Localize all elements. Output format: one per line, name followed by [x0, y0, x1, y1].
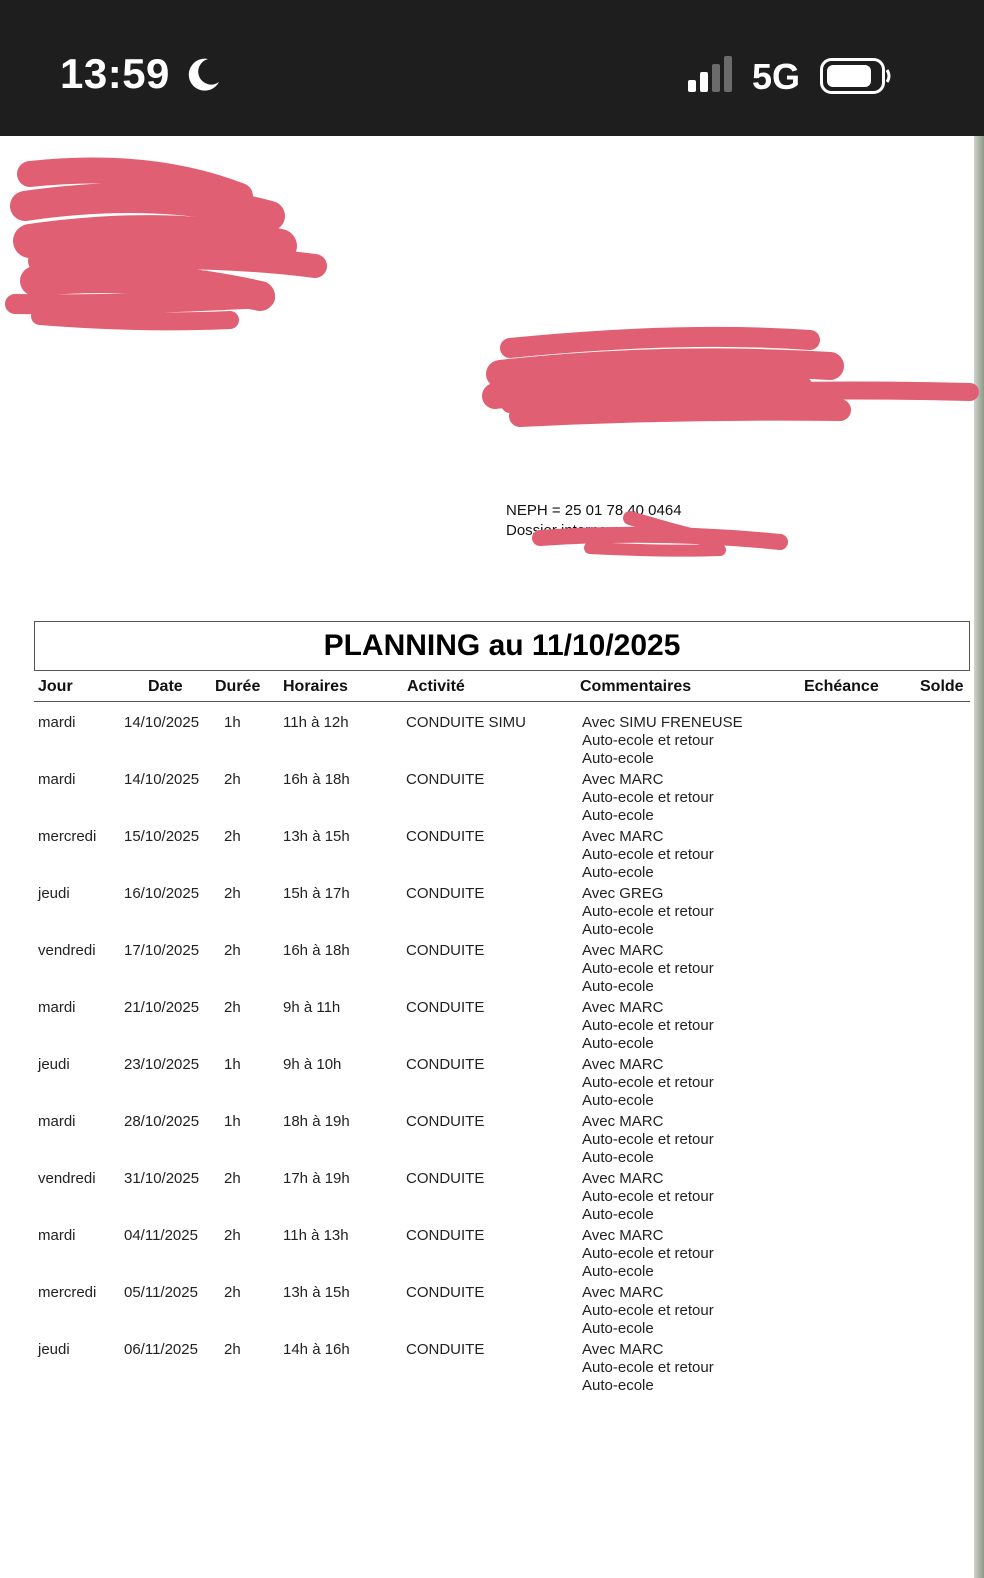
table-row — [34, 1215, 970, 1280]
header-date: Date — [148, 678, 183, 695]
comment-line: Auto-ecole — [582, 807, 654, 824]
cell-horaires: 9h à 10h — [283, 1056, 342, 1073]
comment-line: Auto-ecole — [582, 1263, 654, 1280]
header-echeance: Echéance — [804, 678, 879, 695]
header-duree: Durée — [215, 678, 261, 695]
comment-line: Avec MARC — [582, 771, 664, 788]
cell-jour: jeudi — [38, 1341, 70, 1358]
cell-activite: CONDUITE — [406, 828, 485, 845]
comment-line: Avec MARC — [582, 828, 664, 845]
comment-line: Avec SIMU FRENEUSE — [582, 714, 743, 731]
table-row — [34, 1044, 970, 1109]
planning-title: PLANNING au 11/10/2025 — [323, 629, 681, 662]
comment-line: Auto-ecole et retour — [582, 1245, 714, 1262]
table-row — [34, 759, 970, 824]
battery-icon — [820, 58, 892, 94]
cell-jour: mardi — [38, 714, 76, 731]
status-time: 13:59 — [60, 50, 170, 97]
neph-number: NEPH = 25 01 78 40 0464 — [506, 502, 682, 519]
table-row — [34, 702, 970, 767]
status-bar — [0, 0, 984, 136]
cell-date: 23/10/2025 — [124, 1056, 200, 1073]
table-row — [34, 816, 970, 881]
header-solde: Solde — [920, 678, 964, 695]
planning-table — [34, 676, 970, 1394]
cell-duree: 1h — [224, 1113, 241, 1130]
cell-date: 15/10/2025 — [124, 828, 200, 845]
comment-line: Auto-ecole — [582, 1092, 654, 1109]
cell-activite: CONDUITE — [406, 885, 485, 902]
comment-line: Auto-ecole et retour — [582, 1074, 714, 1091]
header-horaires: Horaires — [283, 678, 348, 695]
planning-title-box — [34, 621, 970, 671]
comment-line: Auto-ecole et retour — [582, 1359, 714, 1376]
comment-line: Avec MARC — [582, 1170, 664, 1187]
cell-duree: 2h — [224, 1170, 241, 1187]
cell-activite: CONDUITE — [406, 771, 485, 788]
cell-date: 05/11/2025 — [124, 1284, 198, 1301]
cell-date: 28/10/2025 — [124, 1113, 200, 1130]
redaction-mark — [530, 510, 800, 560]
comment-line: Avec MARC — [582, 942, 664, 959]
comment-line: Auto-ecole et retour — [582, 1017, 714, 1034]
comment-line: Auto-ecole — [582, 1035, 654, 1052]
cell-activite: CONDUITE — [406, 942, 485, 959]
comment-line: Auto-ecole et retour — [582, 732, 714, 749]
comment-line: Auto-ecole — [582, 1206, 654, 1223]
table-row — [34, 873, 970, 938]
cell-jour: mardi — [38, 999, 76, 1016]
cell-horaires: 17h à 19h — [283, 1170, 350, 1187]
cell-activite: CONDUITE — [406, 1284, 485, 1301]
cell-activite: CONDUITE — [406, 1113, 485, 1130]
cell-date: 17/10/2025 — [124, 942, 200, 959]
cell-horaires: 9h à 11h — [283, 999, 341, 1016]
comment-line: Auto-ecole et retour — [582, 789, 714, 806]
comment-line: Auto-ecole et retour — [582, 846, 714, 863]
comment-line: Auto-ecole — [582, 750, 654, 767]
cell-date: 14/10/2025 — [124, 771, 200, 788]
comment-line: Auto-ecole — [582, 864, 654, 881]
cell-duree: 1h — [224, 1056, 241, 1073]
table-body — [34, 702, 970, 1394]
comment-line: Auto-ecole — [582, 1149, 654, 1166]
comment-line: Avec MARC — [582, 999, 664, 1016]
cell-activite: CONDUITE — [406, 999, 485, 1016]
cell-jour: jeudi — [38, 1056, 70, 1073]
table-row — [34, 1101, 970, 1166]
header-jour: Jour — [38, 678, 73, 695]
network-type: 5G — [752, 56, 801, 97]
comment-line: Avec MARC — [582, 1113, 664, 1130]
moon-icon — [184, 56, 222, 94]
comment-line: Avec GREG — [582, 885, 664, 902]
table-row — [34, 1158, 970, 1223]
table-row — [34, 1329, 970, 1394]
signal-icon — [688, 56, 736, 92]
cell-jour: mercredi — [38, 828, 97, 845]
comment-line: Avec MARC — [582, 1341, 664, 1358]
cell-horaires: 15h à 17h — [283, 885, 350, 902]
cell-date: 04/11/2025 — [124, 1227, 198, 1244]
cell-activite: CONDUITE — [406, 1170, 485, 1187]
comment-line: Auto-ecole — [582, 978, 654, 995]
cell-date: 14/10/2025 — [124, 714, 200, 731]
cell-duree: 2h — [224, 828, 241, 845]
comment-line: Auto-ecole — [582, 1320, 654, 1337]
cell-duree: 2h — [224, 942, 241, 959]
cell-activite: CONDUITE — [406, 1056, 485, 1073]
redaction-mark — [480, 326, 980, 436]
header-commentaires: Commentaires — [580, 678, 692, 695]
comment-line: Auto-ecole et retour — [582, 1188, 714, 1205]
cell-horaires: 16h à 18h — [283, 771, 350, 788]
cell-jour: mardi — [38, 771, 76, 788]
table-row — [34, 987, 970, 1052]
comment-line: Avec MARC — [582, 1056, 664, 1073]
cell-jour: vendredi — [38, 1170, 96, 1187]
cell-jour: mardi — [38, 1113, 76, 1130]
comment-line: Auto-ecole et retour — [582, 1131, 714, 1148]
redaction-mark — [0, 156, 330, 336]
cell-duree: 2h — [224, 885, 241, 902]
cell-date: 06/11/2025 — [124, 1341, 198, 1358]
comment-line: Auto-ecole et retour — [582, 1302, 714, 1319]
comment-line: Auto-ecole — [582, 921, 654, 938]
cell-horaires: 14h à 16h — [283, 1341, 350, 1358]
cell-jour: mercredi — [38, 1284, 97, 1301]
cell-date: 21/10/2025 — [124, 999, 200, 1016]
cell-activite: CONDUITE — [406, 1227, 485, 1244]
cell-duree: 2h — [224, 771, 241, 788]
cell-horaires: 13h à 15h — [283, 1284, 350, 1301]
cell-jour: jeudi — [38, 885, 70, 902]
comment-line: Auto-ecole — [582, 1377, 654, 1394]
cell-duree: 2h — [224, 1284, 241, 1301]
cell-date: 16/10/2025 — [124, 885, 200, 902]
cell-horaires: 16h à 18h — [283, 942, 350, 959]
cell-horaires: 11h à 13h — [283, 1227, 349, 1244]
cell-duree: 2h — [224, 1227, 241, 1244]
cell-jour: vendredi — [38, 942, 96, 959]
table-header — [34, 676, 970, 702]
cell-duree: 2h — [224, 1341, 241, 1358]
cell-activite: CONDUITE SIMU — [406, 714, 526, 731]
comment-line: Avec MARC — [582, 1227, 664, 1244]
header-activite: Activité — [407, 678, 465, 695]
cell-activite: CONDUITE — [406, 1341, 485, 1358]
comment-line: Avec MARC — [582, 1284, 664, 1301]
cell-horaires: 13h à 15h — [283, 828, 350, 845]
comment-line: Auto-ecole et retour — [582, 903, 714, 920]
table-row — [34, 930, 970, 995]
cell-duree: 1h — [224, 714, 241, 731]
table-row — [34, 1272, 970, 1337]
cell-duree: 2h — [224, 999, 241, 1016]
cell-horaires: 18h à 19h — [283, 1113, 350, 1130]
cell-jour: mardi — [38, 1227, 76, 1244]
cell-horaires: 11h à 12h — [283, 714, 349, 731]
cell-commentaires — [582, 1341, 714, 1395]
cell-date: 31/10/2025 — [124, 1170, 200, 1187]
dossier-number: Dossier interne = ...420 — [506, 522, 662, 539]
comment-line: Auto-ecole et retour — [582, 960, 714, 977]
